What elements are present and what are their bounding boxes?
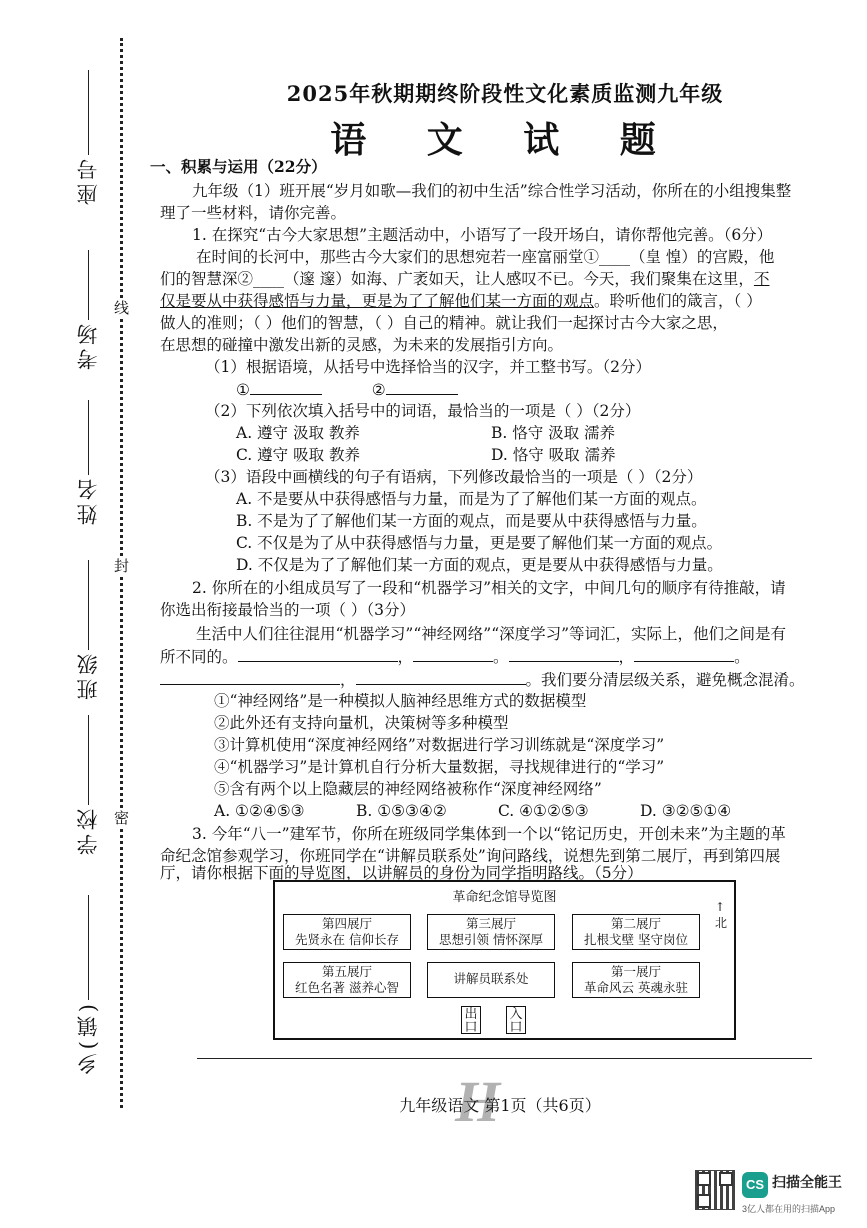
passage-line bbox=[160, 290, 820, 312]
intro-line: 理了一些材料，请你完善。 bbox=[160, 204, 347, 222]
hall-desc: 扎根戈壁 坚守岗位 bbox=[584, 932, 688, 947]
answer-blank[interactable] bbox=[250, 378, 322, 395]
hall-name: 第四展厅 bbox=[321, 916, 372, 931]
passage-line: 生活中人们往往混用“机器学习”“神经网络”“深度学习”等词汇，实际上，他们之间是有 bbox=[196, 625, 787, 643]
list-item: ③计算机使用“深度神经网络”对数据进行学习训练就是“深度学习” bbox=[214, 736, 665, 754]
answer-blank[interactable] bbox=[509, 645, 619, 662]
option-b[interactable]: B. 恪守 汲取 濡养 bbox=[491, 424, 616, 442]
section-heading: 一、积累与运用（22分） bbox=[150, 157, 327, 176]
exit-door: 出口 bbox=[461, 1006, 481, 1034]
q1-sub2-options-row bbox=[236, 422, 867, 444]
hall-4 bbox=[283, 914, 411, 950]
museum-guide-map bbox=[273, 880, 736, 1040]
q2-options-row bbox=[214, 800, 867, 822]
subject-title: 语 文 试 题 bbox=[330, 119, 680, 161]
hall-3 bbox=[427, 914, 555, 950]
q1-sub2-options-row bbox=[236, 444, 867, 466]
scanner-tagline: 3亿人都在用的扫描App bbox=[742, 1204, 836, 1214]
blank-marker: ① bbox=[236, 381, 250, 399]
passage-line: 做人的准则；（ ）他们的智慧，（ ）自己的精神。就让我们一起探讨古今大家之思， bbox=[160, 314, 728, 332]
school-field[interactable] bbox=[58, 715, 118, 855]
north-arrow: ↑北 bbox=[715, 900, 728, 930]
scanner-app-name: 扫描全能王 bbox=[772, 1174, 842, 1190]
passage-line bbox=[160, 268, 820, 290]
passage-text: 。聆听他们的箴言，（ ） bbox=[594, 292, 762, 310]
question-3-stem: 厅，请你根据下面的导览图，以讲解员的身份为同学指明路线。（5分） bbox=[160, 864, 643, 882]
guide-desk bbox=[427, 962, 555, 998]
name-label: 姓名 bbox=[76, 475, 100, 525]
seal-char-feng: 封 bbox=[114, 557, 130, 575]
question-2-stem: 你选出衔接最恰当的一项（ ）（3分） bbox=[160, 601, 416, 619]
passage-line: 在思想的碰撞中激发出新的灵感，为未来的发展指引方向。 bbox=[160, 336, 564, 354]
option-b[interactable]: B. 不是为了了解他们某一方面的观点，而是要从中获得感悟与力量。 bbox=[236, 512, 707, 530]
exam-title: 2025年秋期期终阶段性文化素质监测九年级 bbox=[286, 81, 724, 106]
intro-line: 九年级（1）班开展“岁月如歌—我们的初中生活”综合性学习活动，你所在的小组搜集整 bbox=[192, 182, 792, 200]
option-a[interactable]: A. 遵守 汲取 教养 bbox=[236, 424, 360, 442]
hall-desc: 红色名著 滋养心智 bbox=[295, 980, 399, 995]
footer-rule bbox=[197, 1058, 812, 1059]
passage-text: 们的智慧深②____（邃 邃）如海、广袤如天，让人感叹不已。今天，我们聚集在这里， bbox=[160, 270, 754, 288]
option-d[interactable]: D. 不仅是为了了解他们某一方面的观点，更是要从中获得感悟与力量。 bbox=[236, 556, 723, 574]
q1-sub1-blanks bbox=[236, 378, 867, 401]
option-c[interactable]: C. 不仅是为了从中获得感悟与力量，更是要了解他们某一方面的观点。 bbox=[236, 534, 723, 552]
underlined-sentence: 仅是要从中获得感悟与力量，更是为了了解他们某一方面的观点 bbox=[160, 292, 595, 310]
camscanner-logo-icon: CS bbox=[742, 1172, 768, 1198]
option-d[interactable]: D. 恪守 吸取 濡养 bbox=[491, 446, 616, 464]
seat-number-field[interactable] bbox=[58, 70, 118, 205]
list-item: ④“机器学习”是计算机自行分析大量数据，寻找规律进行的“学习” bbox=[214, 758, 665, 776]
hall-name: 第五展厅 bbox=[321, 964, 372, 979]
passage-text: 。我们要分清层级关系，避免概念混淆。 bbox=[525, 671, 805, 689]
school-label: 学校 bbox=[76, 805, 100, 855]
q1-sub3: （3）语段中画横线的句子有语病，下列修改最恰当的一项是（ ）（2分） bbox=[205, 468, 703, 486]
hall-name: 第二展厅 bbox=[610, 916, 661, 931]
hall-desc: 思想引领 情怀深厚 bbox=[439, 932, 543, 947]
option-d[interactable]: D. ③②⑤①④ bbox=[640, 802, 732, 820]
answer-blank[interactable] bbox=[413, 645, 493, 662]
page-footer: 九年级语文 第1页（共6页） bbox=[399, 1096, 601, 1115]
hall-desc: 革命风云 英魂永驻 bbox=[584, 980, 688, 995]
list-item: ⑤含有两个以上隐藏层的神经网络被称作“深度神经网络” bbox=[214, 780, 602, 798]
hall-desc: 先贤永在 信仰长存 bbox=[295, 932, 399, 947]
exam-room-field[interactable] bbox=[58, 250, 118, 370]
q1-sub2: （2）下列依次填入括号中的词语，最恰当的一项是（ ）（2分） bbox=[205, 402, 641, 420]
passage-text: 所不同的。 bbox=[160, 648, 238, 666]
hall-1 bbox=[572, 962, 700, 998]
hall-2 bbox=[572, 914, 700, 950]
passage-line: 所不同的。 ， 。 ， 。 bbox=[160, 645, 820, 668]
list-item: ②此外还有支持向量机，决策树等多种模型 bbox=[214, 714, 509, 732]
blank-marker: ② bbox=[371, 381, 386, 399]
passage-line: 在时间的长河中，那些古今大家们的思想宛若一座富丽堂①____（皇 惶）的宫殿，他 bbox=[196, 248, 775, 266]
answer-blank[interactable] bbox=[160, 668, 340, 685]
answer-blank[interactable] bbox=[356, 668, 526, 685]
question-2-stem: 2. 你所在的小组成员写了一段和“机器学习”相关的文字，中间几句的顺序有待推敲，请 bbox=[192, 579, 786, 597]
seat-number-label: 座号 bbox=[76, 155, 100, 205]
map-title: 革命纪念馆导览图 bbox=[452, 890, 557, 905]
question-1-stem: 1. 在探究“古今大家思想”主题活动中，小语写了一段开场白，请你帮他完善。（6分） bbox=[192, 226, 773, 244]
list-item: ①“神经网络”是一种模拟人脑神经思维方式的数据模型 bbox=[214, 692, 587, 710]
hall-name: 第三展厅 bbox=[465, 916, 516, 931]
hall-name: 第一展厅 bbox=[610, 964, 661, 979]
answer-blank[interactable] bbox=[634, 645, 734, 662]
question-3-stem: 命纪念馆参观学习，你班同学在“讲解员联系处”询问路线，说想先到第二展厅，再到第四展 bbox=[160, 847, 781, 865]
option-a[interactable]: A. 不是要从中获得感悟与力量，而是为了了解他们某一方面的观点。 bbox=[236, 490, 707, 508]
answer-blank[interactable] bbox=[386, 378, 458, 395]
q1-sub1: （1）根据语境，从括号中选择恰当的汉字，并工整书写。（2分） bbox=[205, 358, 651, 376]
seal-char-mi: 密 bbox=[114, 809, 130, 827]
option-a[interactable]: A. ①②④⑤③ bbox=[214, 802, 305, 820]
answer-blank[interactable] bbox=[238, 645, 398, 662]
option-b[interactable]: B. ①⑤③④② bbox=[356, 802, 447, 820]
version-mark: H bbox=[455, 1069, 501, 1134]
seal-char-xian: 线 bbox=[114, 299, 130, 317]
class-label: 班级 bbox=[76, 650, 100, 700]
entrance-door: 入口 bbox=[506, 1006, 526, 1034]
exam-room-label: 考场 bbox=[76, 320, 100, 370]
option-c[interactable]: C. 遵守 吸取 教养 bbox=[236, 446, 361, 464]
township-label: 乡(镇) bbox=[76, 1000, 100, 1075]
underlined-sentence: 不 bbox=[753, 270, 770, 288]
hall-name: 讲解员联系处 bbox=[453, 971, 529, 986]
option-c[interactable]: C. ④①②⑤③ bbox=[498, 802, 589, 820]
passage-line: ， 。我们要分清层级关系，避免概念混淆。 bbox=[160, 668, 820, 691]
township-field[interactable] bbox=[58, 895, 118, 1074]
class-field[interactable] bbox=[58, 560, 118, 700]
name-field[interactable] bbox=[58, 400, 118, 525]
qr-code-icon bbox=[695, 1170, 735, 1210]
hall-5 bbox=[283, 962, 411, 998]
question-3-stem: 3. 今年“八一”建军节，你所在班级同学集体到一个以“铭记历史，开创未来”为主题的革 bbox=[192, 825, 786, 843]
